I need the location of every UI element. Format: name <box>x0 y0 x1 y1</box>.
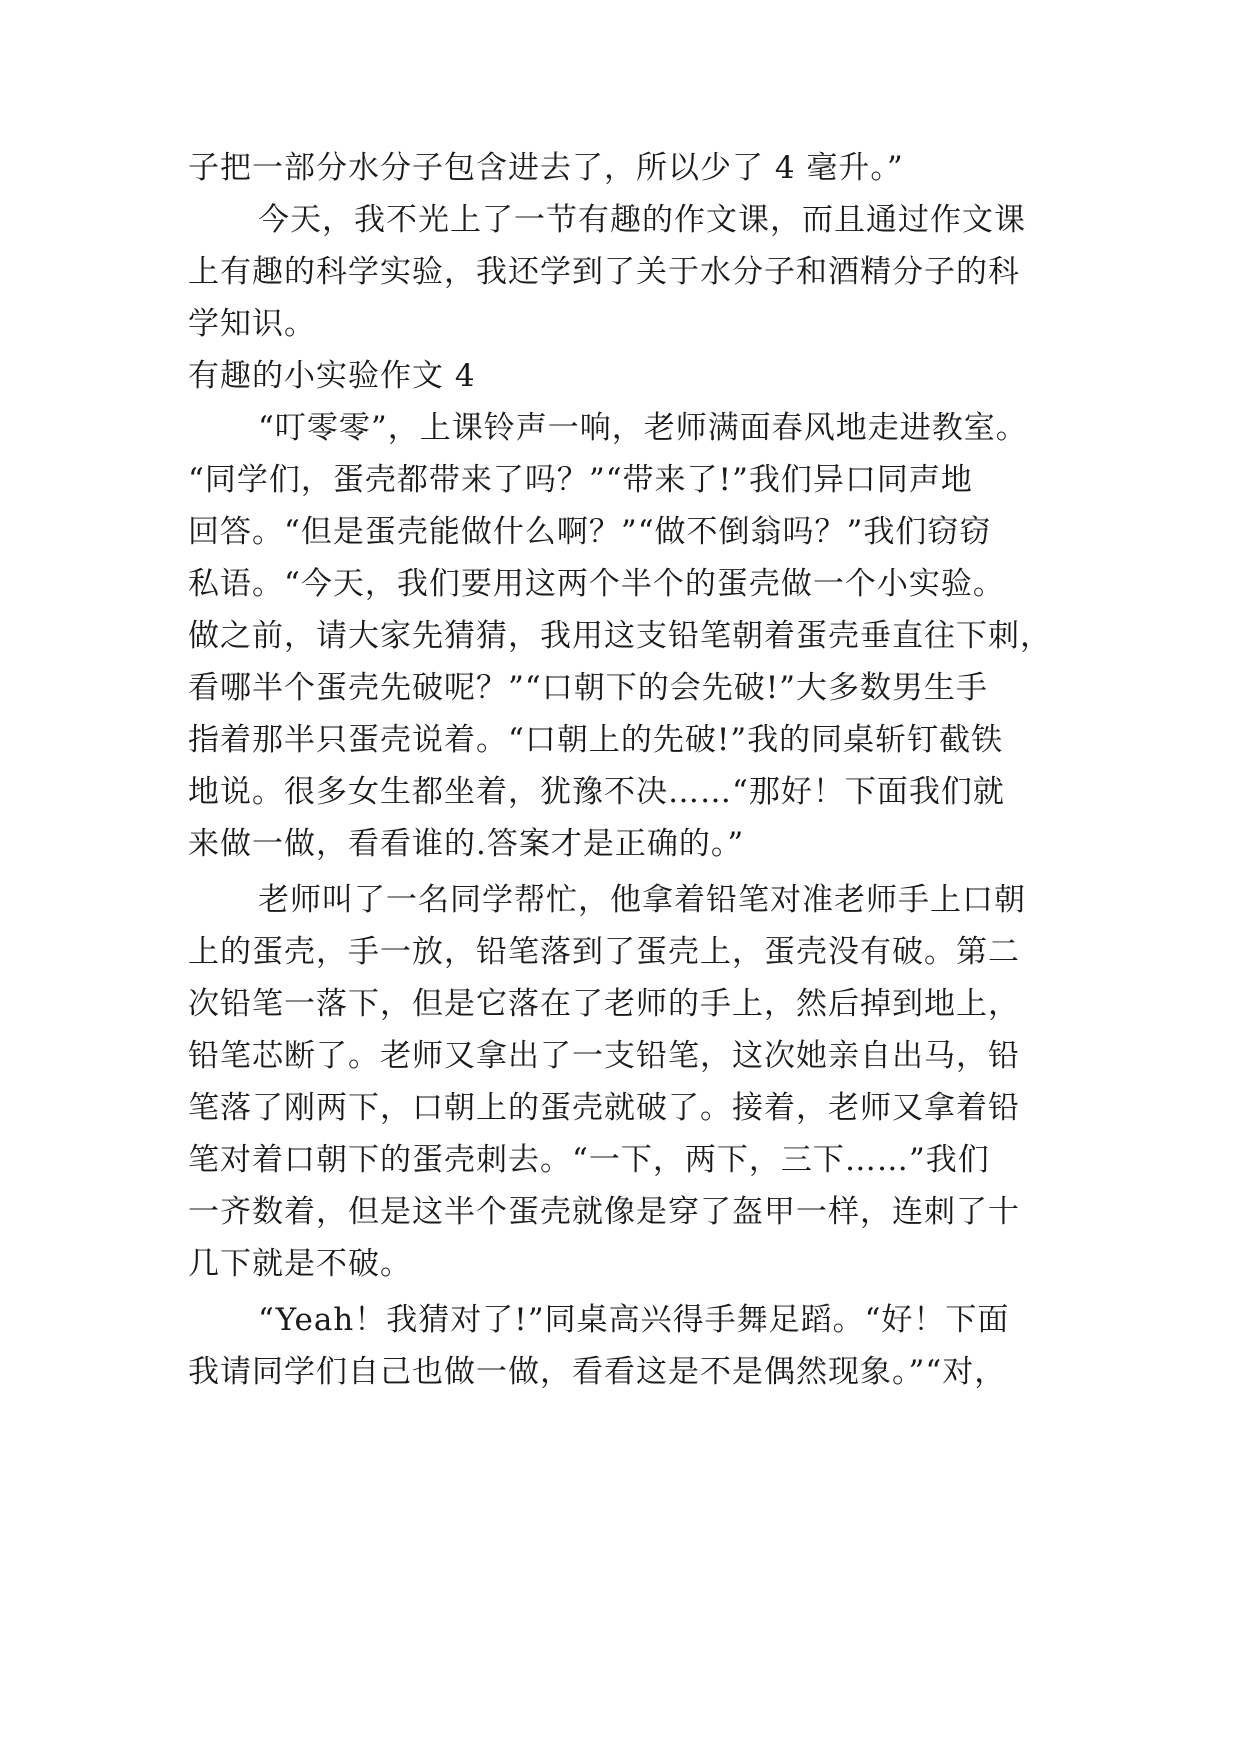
paragraph-line: “叮零零”，上课铃声一响，老师满面春风地走进教室。 <box>258 410 1028 446</box>
paragraph-line: 看哪半个蛋壳先破呢？”“口朝下的会先破!”大多数男生手 <box>188 670 988 706</box>
paragraph-line: 私语。“今天，我们要用这两个半个的蛋壳做一个小实验。 <box>188 566 1005 602</box>
paragraph-line: 来做一做，看看谁的.答案才是正确的。” <box>188 826 745 862</box>
paragraph-line: 笔对着口朝下的蛋壳刺去。“一下，两下，三下……”我们 <box>188 1142 990 1178</box>
paragraph-line: 铅笔芯断了。老师又拿出了一支铅笔，这次她亲自出马，铅 <box>188 1038 1020 1074</box>
paragraph-line: 次铅笔一落下，但是它落在了老师的手上，然后掉到地上， <box>188 986 1020 1022</box>
paragraph-line: 几下就是不破。 <box>188 1246 412 1282</box>
paragraph-line: 一齐数着，但是这半个蛋壳就像是穿了盔甲一样，连刺了十 <box>188 1194 1020 1230</box>
paragraph-line: 上有趣的科学实验，我还学到了关于水分子和酒精分子的科 <box>188 254 1020 290</box>
paragraph-line: 笔落了刚两下，口朝上的蛋壳就破了。接着，老师又拿着铅 <box>188 1090 1020 1126</box>
paragraph-line: 老师叫了一名同学帮忙，他拿着铅笔对准老师手上口朝 <box>258 882 1026 918</box>
paragraph-line: 地说。很多女生都坐着，犹豫不决……“那好！下面我们就 <box>188 774 1005 810</box>
paragraph-line: 今天，我不光上了一节有趣的作文课，而且通过作文课 <box>258 202 1026 238</box>
paragraph-line: “Yeah！我猜对了!”同桌高兴得手舞足蹈。“好！下面 <box>258 1302 1010 1338</box>
paragraph-line: 我请同学们自己也做一做，看看这是不是偶然现象。”“对， <box>188 1354 1007 1390</box>
section-heading: 有趣的小实验作文 4 <box>188 358 476 394</box>
paragraph-line: 回答。“但是蛋壳能做什么啊？”“做不倒翁吗？”我们窃窃 <box>188 514 992 550</box>
paragraph-line: 上的蛋壳，手一放，铅笔落到了蛋壳上，蛋壳没有破。第二 <box>188 934 1020 970</box>
paragraph-line: 学知识。 <box>188 306 316 342</box>
paragraph-line: 子把一部分水分子包含进去了，所以少了 4 毫升。” <box>188 150 904 186</box>
paragraph-line: 做之前，请大家先猜猜，我用这支铅笔朝着蛋壳垂直往下刺， <box>188 618 1052 654</box>
paragraph-line: “同学们，蛋壳都带来了吗？”“带来了!”我们异口同声地 <box>188 462 973 498</box>
paragraph-line: 指着那半只蛋壳说着。“口朝上的先破!”我的同桌斩钉截铁 <box>188 722 1004 758</box>
